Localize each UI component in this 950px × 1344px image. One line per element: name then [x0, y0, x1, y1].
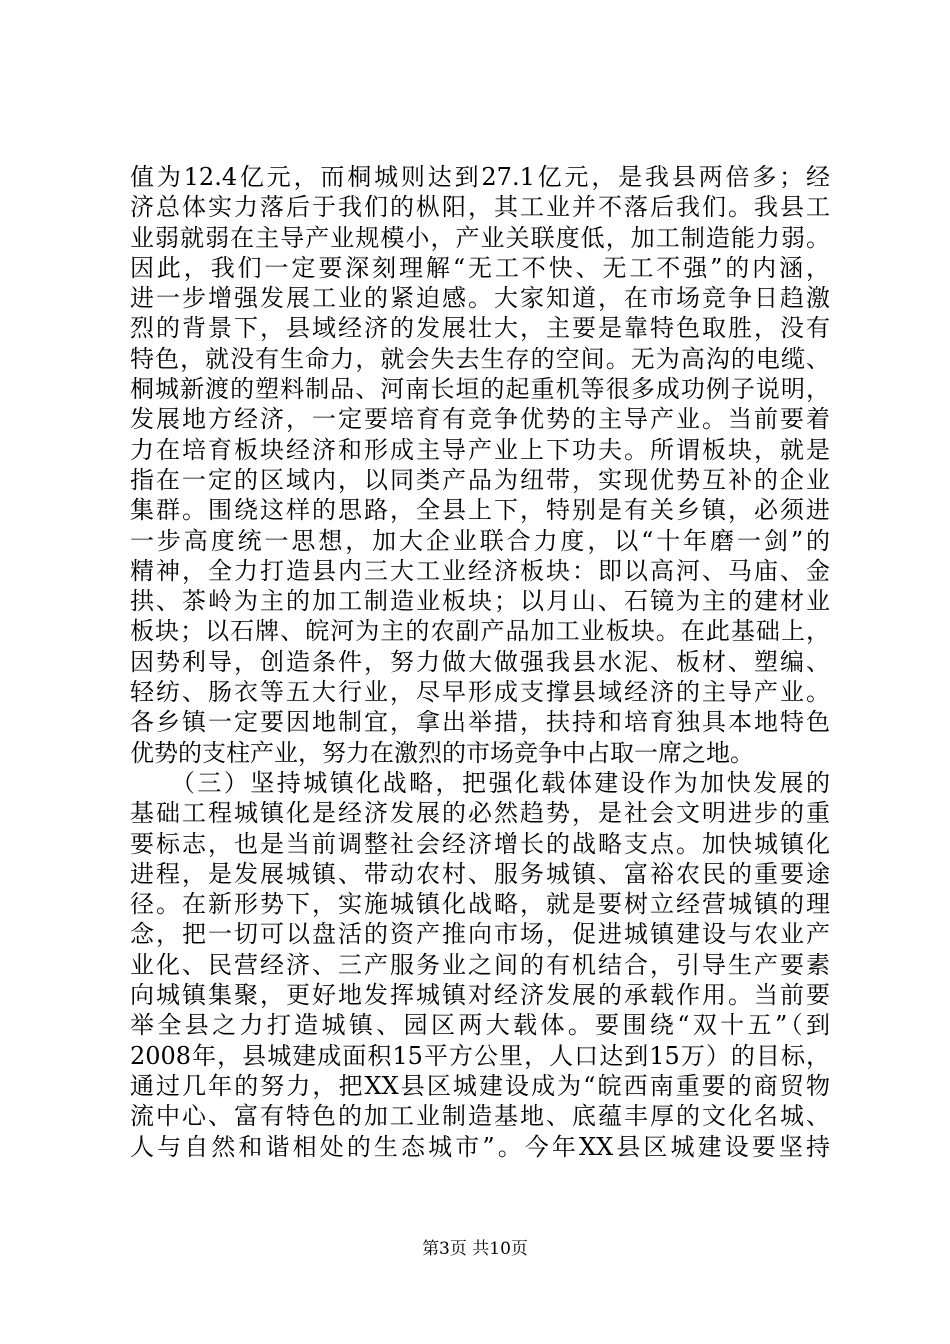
- text-line: 向城镇集聚，更好地发挥城镇对经济发展的承载作用。当前要: [130, 981, 830, 1010]
- text-line: 特色，就没有生命力，就会失去生存的空间。无为高沟的电缆、: [130, 344, 830, 373]
- text-line: 桐城新渡的塑料制品、河南长垣的起重机等很多成功例子说明，: [130, 375, 830, 404]
- text-line: 进程，是发展城镇、带动农村、服务城镇、富裕农民的重要途: [130, 859, 830, 888]
- text-line: 精神，全力打造县内三大工业经济板块：即以高河、马庙、金: [130, 556, 830, 585]
- text-line: 烈的背景下，县域经济的发展壮大，主要是靠特色取胜，没有: [130, 314, 830, 343]
- text-line: 优势的支柱产业，努力在激烈的市场竞争中占取一席之地。: [130, 738, 754, 767]
- text-line: 径。在新形势下，实施城镇化战略，就是要树立经营城镇的理: [130, 890, 830, 919]
- text-line: 指在一定的区域内，以同类产品为纽带，实现优势互补的企业: [130, 465, 830, 494]
- text-line: 值为12.4亿元，而桐城则达到27.1亿元，是我县两倍多；经: [130, 163, 830, 191]
- text-line: （三）坚持城镇化战略，把强化载体建设作为加快发展的: [130, 768, 830, 797]
- text-line: 2008年，县城建成面积15平方公里，人口达到15万）的目标，: [130, 1041, 830, 1070]
- text-line: 业化、民营经济、三产服务业之间的有机结合，引导生产要素: [130, 950, 830, 979]
- text-line: 发展地方经济，一定要培育有竞争优势的主导产业。当前要着: [130, 405, 830, 434]
- text-line: 要标志，也是当前调整社会经济增长的战略支点。加快城镇化: [130, 829, 830, 858]
- text-line: 业弱就弱在主导产业规模小，产业关联度低，加工制造能力弱。: [130, 223, 830, 252]
- text-line: 人与自然和谐相处的生态城市”。今年XX县区城建设要坚持: [130, 1132, 830, 1161]
- text-line: 拱、茶岭为主的加工制造业板块；以月山、石镜为主的建材业: [130, 587, 830, 616]
- text-line: 举全县之力打造城镇、园区两大载体。要围绕“双十五”（到: [130, 1011, 830, 1040]
- text-line: 集群。围绕这样的思路，全县上下，特别是有关乡镇，必须进: [130, 496, 830, 525]
- text-line: 济总体实力落后于我们的枞阳，其工业并不落后我们。我县工: [130, 193, 830, 222]
- text-line: 因势利导，创造条件，努力做大做强我县水泥、板材、塑编、: [130, 647, 830, 676]
- paragraph: [130, 768, 830, 1162]
- paragraph: [130, 162, 830, 768]
- text-line: 力在培育板块经济和形成主导产业上下功夫。所谓板块，就是: [130, 435, 830, 464]
- body-text: [130, 162, 830, 1162]
- text-line: 通过几年的努力，把XX县区城建设成为“皖西南重要的商贸物: [130, 1071, 830, 1100]
- text-line: 进一步增强发展工业的紧迫感。大家知道，在市场竞争日趋激: [130, 284, 830, 313]
- page-footer: 第3页 共10页: [422, 1239, 528, 1259]
- text-line: 念，把一切可以盘活的资产推向市场，促进城镇建设与农业产: [130, 920, 830, 949]
- text-line: 一步高度统一思想，加大企业联合力度，以“十年磨一剑”的: [130, 526, 830, 555]
- text-line: 流中心、富有特色的加工业制造基地、底蕴丰厚的文化名城、: [130, 1102, 830, 1131]
- text-line: 各乡镇一定要因地制宜，拿出举措，扶持和培育独具本地特色: [130, 708, 830, 737]
- text-line: 基础工程城镇化是经济发展的必然趋势，是社会文明进步的重: [130, 799, 830, 828]
- text-line: 因此，我们一定要深刻理解“无工不快、无工不强”的内涵，: [130, 253, 830, 282]
- text-line: 板块；以石牌、皖河为主的农副产品加工业板块。在此基础上，: [130, 617, 830, 646]
- text-line: 轻纺、肠衣等五大行业，尽早形成支撑县域经济的主导产业。: [130, 678, 830, 707]
